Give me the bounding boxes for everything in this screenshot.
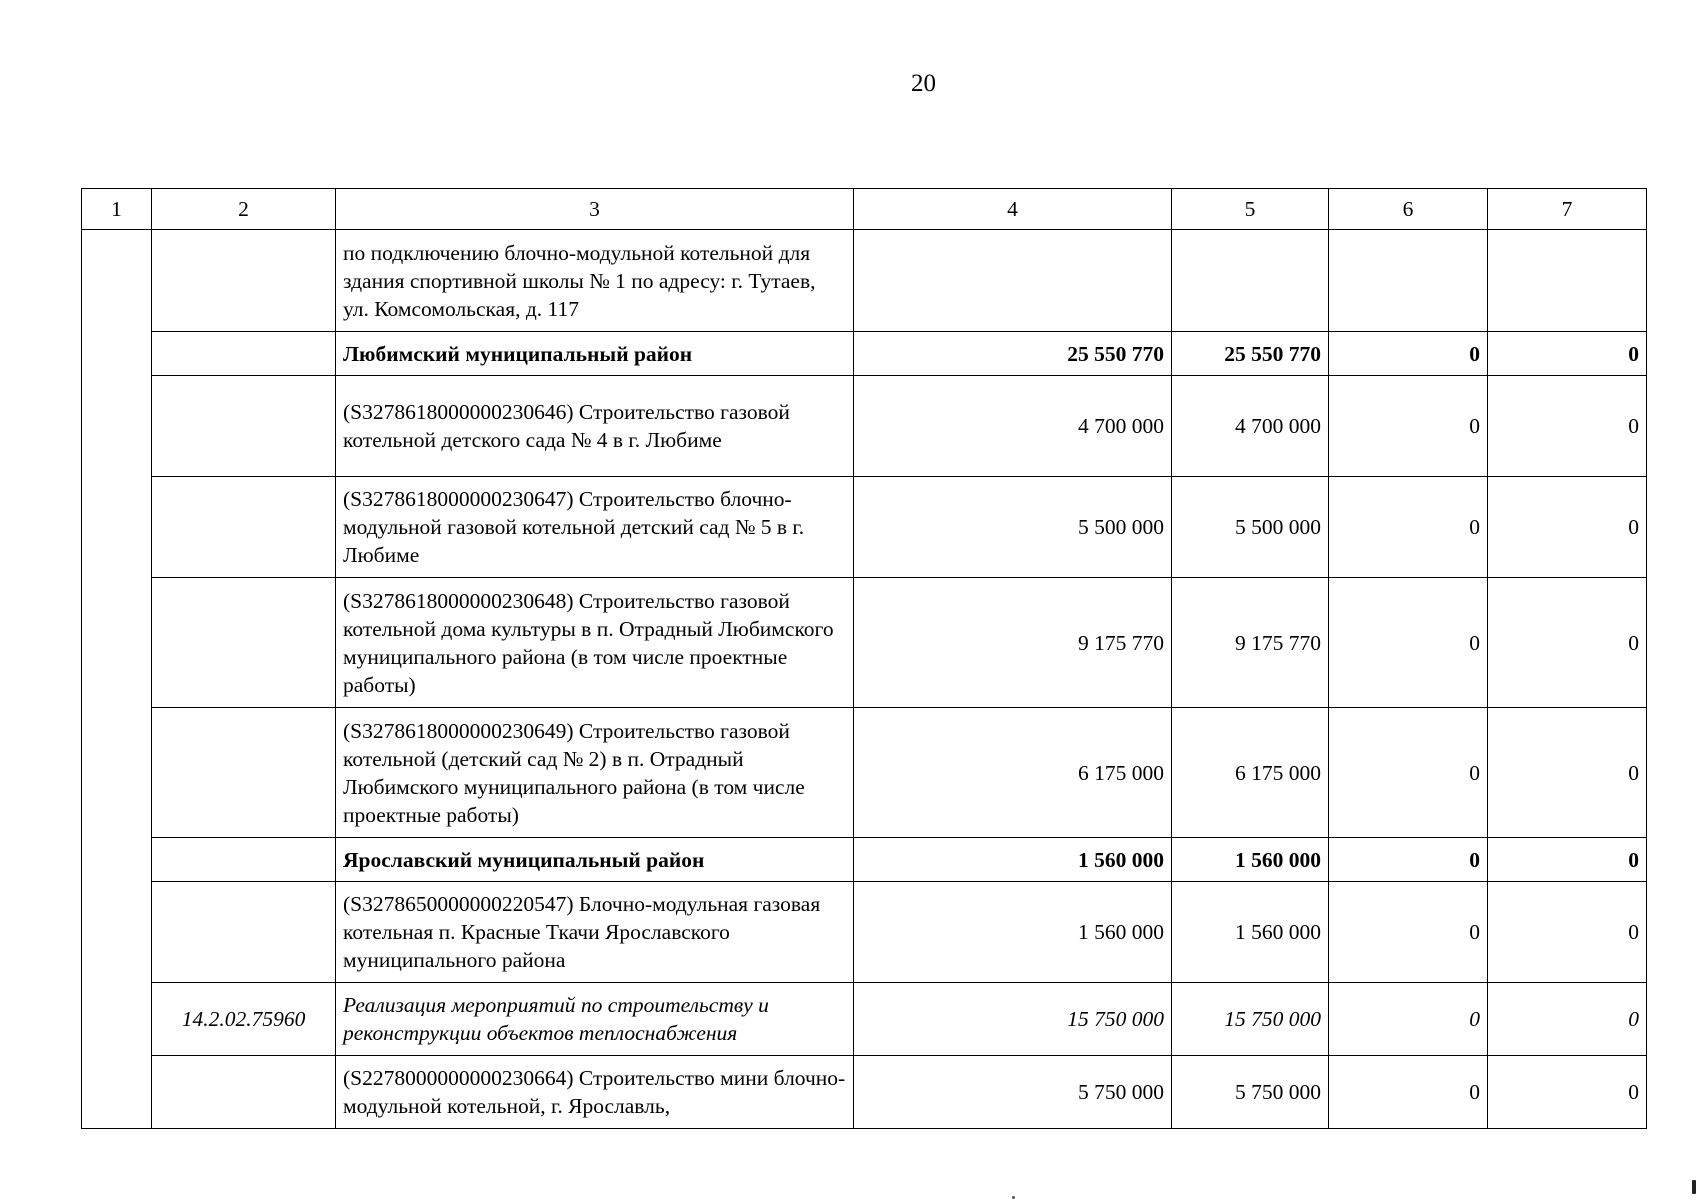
value-cell-5: 5 750 000 <box>1172 1056 1329 1129</box>
table-row-subtotal <box>82 332 1647 376</box>
value-cell-7: 0 <box>1488 1056 1647 1129</box>
name-cell: (S3278618000000230647) Строительство блочно-модульной газовой котельной детский сад № 5 в г. Любиме <box>336 477 854 578</box>
table-row <box>82 1056 1647 1129</box>
code-cell <box>152 882 336 983</box>
value-cell-6: 0 <box>1329 708 1488 838</box>
code-cell <box>152 1056 336 1129</box>
value-cell-5: 9 175 770 <box>1172 578 1329 708</box>
code-cell <box>152 230 336 332</box>
value-cell-5: 4 700 000 <box>1172 376 1329 477</box>
table-row <box>82 230 1647 332</box>
value-cell-7: 0 <box>1488 477 1647 578</box>
name-cell: (S3278618000000230648) Строительство газовой котельной дома культуры в п. Отрадный Любимского муниципального района (в том числе проектные работы) <box>336 578 854 708</box>
value-cell-6: 0 <box>1329 578 1488 708</box>
value-cell-4 <box>854 230 1172 332</box>
code-cell <box>152 838 336 882</box>
name-cell: (S3278618000000230646) Строительство газовой котельной детского сада № 4 в г. Любиме <box>336 376 854 477</box>
value-cell-7 <box>1488 230 1647 332</box>
scan-speck <box>1012 1196 1015 1199</box>
table-row <box>82 578 1647 708</box>
code-cell <box>152 477 336 578</box>
value-cell-4: 1 560 000 <box>854 838 1172 882</box>
value-cell-5: 1 560 000 <box>1172 882 1329 983</box>
value-cell-4: 25 550 770 <box>854 332 1172 376</box>
value-cell-4: 5 500 000 <box>854 477 1172 578</box>
value-cell-6: 0 <box>1329 376 1488 477</box>
value-cell-4: 6 175 000 <box>854 708 1172 838</box>
table-row <box>82 376 1647 477</box>
header-cell-2: 2 <box>152 189 336 230</box>
value-cell-4: 4 700 000 <box>854 376 1172 477</box>
value-cell-7: 0 <box>1488 376 1647 477</box>
value-cell-7: 0 <box>1488 983 1647 1056</box>
value-cell-7: 0 <box>1488 578 1647 708</box>
table-row <box>82 882 1647 983</box>
value-cell-5: 1 560 000 <box>1172 838 1329 882</box>
code-cell <box>152 578 336 708</box>
scan-speck <box>1692 1180 1696 1194</box>
value-cell-6: 0 <box>1329 983 1488 1056</box>
value-cell-6: 0 <box>1329 838 1488 882</box>
value-cell-6: 0 <box>1329 332 1488 376</box>
value-cell-5: 6 175 000 <box>1172 708 1329 838</box>
value-cell-6: 0 <box>1329 477 1488 578</box>
value-cell-7: 0 <box>1488 838 1647 882</box>
name-cell: по подключению блочно-модульной котельной для здания спортивной школы № 1 по адресу: г. Тутаев, ул. Комсомольская, д. 117 <box>336 230 854 332</box>
name-cell: Реализация мероприятий по строительству и реконструкции объектов теплоснабжения <box>336 983 854 1056</box>
budget-table <box>81 188 1647 1129</box>
name-cell: Ярославский муниципальный район <box>336 838 854 882</box>
column-1-cell <box>82 230 152 1129</box>
value-cell-4: 1 560 000 <box>854 882 1172 983</box>
value-cell-5: 15 750 000 <box>1172 983 1329 1056</box>
header-cell-5: 5 <box>1172 189 1329 230</box>
header-cell-4: 4 <box>854 189 1172 230</box>
code-cell <box>152 332 336 376</box>
value-cell-4: 9 175 770 <box>854 578 1172 708</box>
value-cell-7: 0 <box>1488 882 1647 983</box>
page-number: 20 <box>911 70 936 97</box>
name-cell: (S3278650000000220547) Блочно-модульная газовая котельная п. Красные Ткачи Ярославского муниципального района <box>336 882 854 983</box>
header-cell-6: 6 <box>1329 189 1488 230</box>
value-cell-4: 5 750 000 <box>854 1056 1172 1129</box>
value-cell-5: 25 550 770 <box>1172 332 1329 376</box>
name-cell: (S3278618000000230649) Строительство газовой котельной (детский сад № 2) в п. Отрадный Любимского муниципального района (в том числе проектные работы) <box>336 708 854 838</box>
value-cell-6 <box>1329 230 1488 332</box>
header-cell-7: 7 <box>1488 189 1647 230</box>
value-cell-6: 0 <box>1329 882 1488 983</box>
value-cell-5: 5 500 000 <box>1172 477 1329 578</box>
value-cell-7: 0 <box>1488 708 1647 838</box>
name-cell: (S2278000000000230664) Строительство мини блочно-модульной котельной, г. Ярославль, <box>336 1056 854 1129</box>
table-header-row <box>82 189 1647 230</box>
value-cell-7: 0 <box>1488 332 1647 376</box>
table-row-program <box>82 983 1647 1056</box>
table-row <box>82 477 1647 578</box>
value-cell-5 <box>1172 230 1329 332</box>
value-cell-6: 0 <box>1329 1056 1488 1129</box>
value-cell-4: 15 750 000 <box>854 983 1172 1056</box>
code-cell <box>152 376 336 477</box>
table-row-subtotal <box>82 838 1647 882</box>
table-row <box>82 708 1647 838</box>
name-cell: Любимский муниципальный район <box>336 332 854 376</box>
header-cell-3: 3 <box>336 189 854 230</box>
code-cell <box>152 708 336 838</box>
header-cell-1: 1 <box>82 189 152 230</box>
code-cell: 14.2.02.75960 <box>152 983 336 1056</box>
